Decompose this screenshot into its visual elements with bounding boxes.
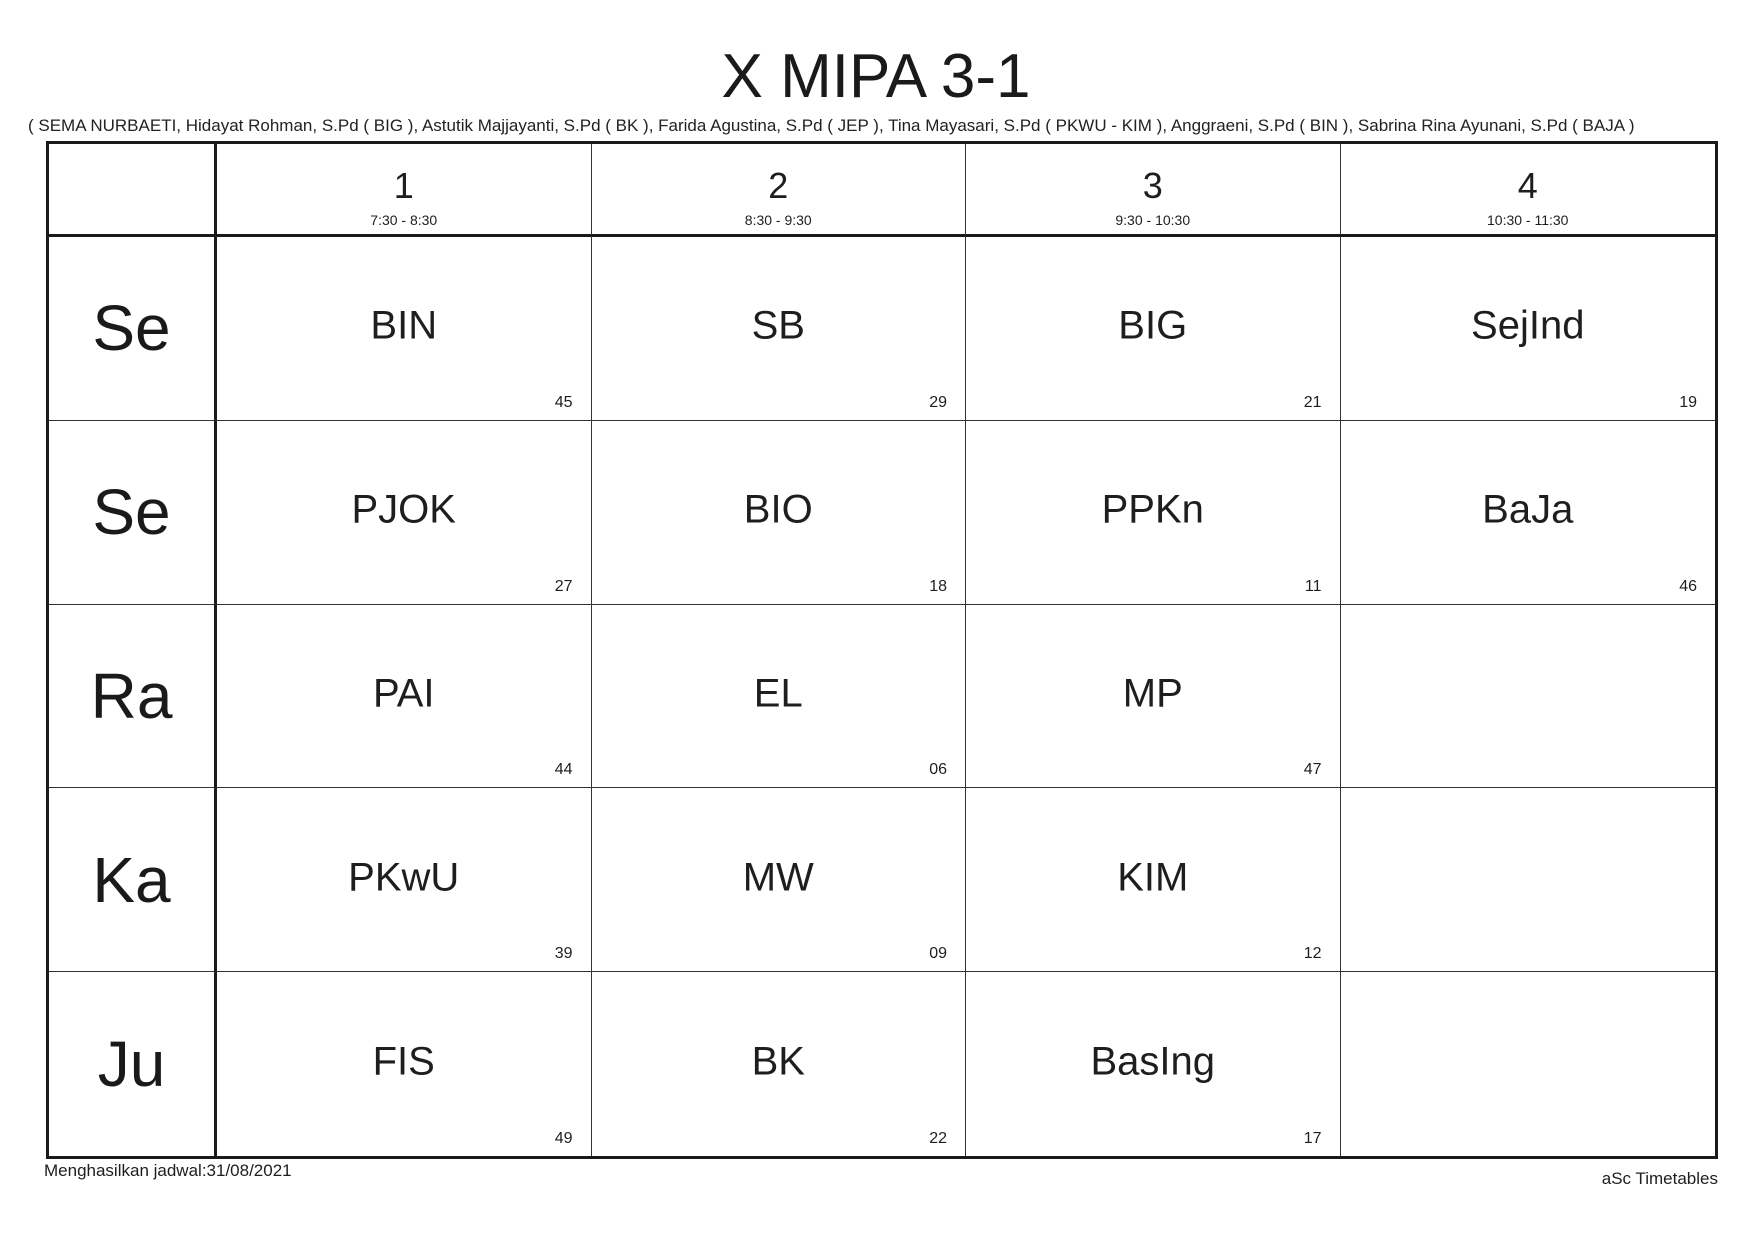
period-number: 3 xyxy=(1142,165,1163,206)
software-credit: aSc Timetables xyxy=(1601,1169,1718,1188)
period-header xyxy=(966,144,1341,237)
period-header xyxy=(592,144,967,237)
room-number: 44 xyxy=(554,761,573,779)
subject-label: BaJa xyxy=(1482,487,1574,532)
day-label: Ra xyxy=(90,659,173,732)
lesson-cell xyxy=(1341,421,1716,605)
room-number: 22 xyxy=(929,1130,947,1147)
subject-label: BIN xyxy=(370,304,438,349)
room-number: 06 xyxy=(929,761,947,779)
period-time: 10:30 - 11:30 xyxy=(1487,212,1569,228)
lesson-cell xyxy=(966,972,1341,1156)
timetable-grid xyxy=(46,141,1718,1159)
period-time: 7:30 - 8:30 xyxy=(370,212,438,228)
room-number: 47 xyxy=(1303,761,1322,779)
day-cell xyxy=(49,237,217,421)
day-label: Se xyxy=(92,476,171,549)
page-title: X MIPA 3-1 xyxy=(721,42,1031,111)
lesson-cell xyxy=(217,972,592,1156)
lesson-cell xyxy=(592,605,967,789)
lesson-cell xyxy=(217,605,592,789)
subject-label: BK xyxy=(751,1039,805,1084)
subject-label: FIS xyxy=(372,1039,435,1084)
room-number: 11 xyxy=(1304,577,1322,595)
day-label: Se xyxy=(92,292,171,365)
period-header xyxy=(1341,144,1716,237)
teachers-list: ( SEMA NURBAETI, Hidayat Rohman, S.Pd ( BIG ), Astutik Majjayanti, S.Pd ( BK ), Farida Agustina, S.Pd ( JEP ), Tina Mayasari, S.Pd ( PKWU - KIM ), Anggraeni, S.Pd ( BIN ), Sabrina Rina Ayunani, S.Pd ( BAJA ) xyxy=(28,116,1635,135)
subject-label: BasIng xyxy=(1090,1039,1216,1084)
room-number: 19 xyxy=(1679,393,1697,411)
period-header xyxy=(217,144,592,237)
room-number: 12 xyxy=(1303,945,1322,963)
room-number: 27 xyxy=(554,577,573,595)
lesson-cell xyxy=(217,788,592,972)
room-number: 09 xyxy=(929,945,947,963)
day-label: Ju xyxy=(97,1028,166,1101)
lesson-cell xyxy=(592,972,967,1156)
subject-label: KIM xyxy=(1117,855,1189,900)
lesson-cell xyxy=(217,421,592,605)
period-time: 8:30 - 9:30 xyxy=(744,212,812,228)
generated-date: Menghasilkan jadwal:31/08/2021 xyxy=(44,1161,292,1180)
room-number: 46 xyxy=(1679,577,1697,595)
corner-cell xyxy=(49,144,217,237)
lesson-cell xyxy=(966,788,1341,972)
room-number: 49 xyxy=(554,1130,573,1147)
subject-label: PPKn xyxy=(1101,487,1204,532)
subject-label: MP xyxy=(1122,671,1183,716)
day-cell xyxy=(49,972,217,1156)
subject-label: BIO xyxy=(743,487,813,532)
period-time: 9:30 - 10:30 xyxy=(1115,212,1191,228)
room-number: 21 xyxy=(1303,393,1322,411)
subject-label: BIG xyxy=(1118,304,1188,349)
subject-label: EL xyxy=(753,671,803,716)
lesson-cell xyxy=(592,788,967,972)
subject-label: PAI xyxy=(372,671,435,716)
subject-label: PJOK xyxy=(351,487,456,532)
period-number: 1 xyxy=(393,165,414,206)
room-number: 45 xyxy=(554,393,573,411)
subject-label: SB xyxy=(751,304,805,349)
period-number: 2 xyxy=(768,165,789,206)
lesson-cell xyxy=(966,605,1341,789)
room-number: 17 xyxy=(1303,1130,1322,1147)
lesson-cell-empty xyxy=(1341,788,1716,972)
lesson-cell xyxy=(966,237,1341,421)
subject-label: PKwU xyxy=(348,855,460,900)
lesson-cell xyxy=(966,421,1341,605)
lesson-cell xyxy=(592,237,967,421)
subject-label: SejInd xyxy=(1471,304,1585,349)
day-cell xyxy=(49,788,217,972)
subject-label: MW xyxy=(742,855,814,900)
day-cell xyxy=(49,421,217,605)
day-label: Ka xyxy=(92,843,171,916)
lesson-cell xyxy=(592,421,967,605)
lesson-cell xyxy=(217,237,592,421)
room-number: 29 xyxy=(929,393,947,411)
room-number: 18 xyxy=(929,577,947,595)
room-number: 39 xyxy=(554,945,573,963)
lesson-cell-empty xyxy=(1341,605,1716,789)
period-number: 4 xyxy=(1517,165,1538,206)
day-cell xyxy=(49,605,217,789)
lesson-cell-empty xyxy=(1341,972,1716,1156)
lesson-cell xyxy=(1341,237,1716,421)
